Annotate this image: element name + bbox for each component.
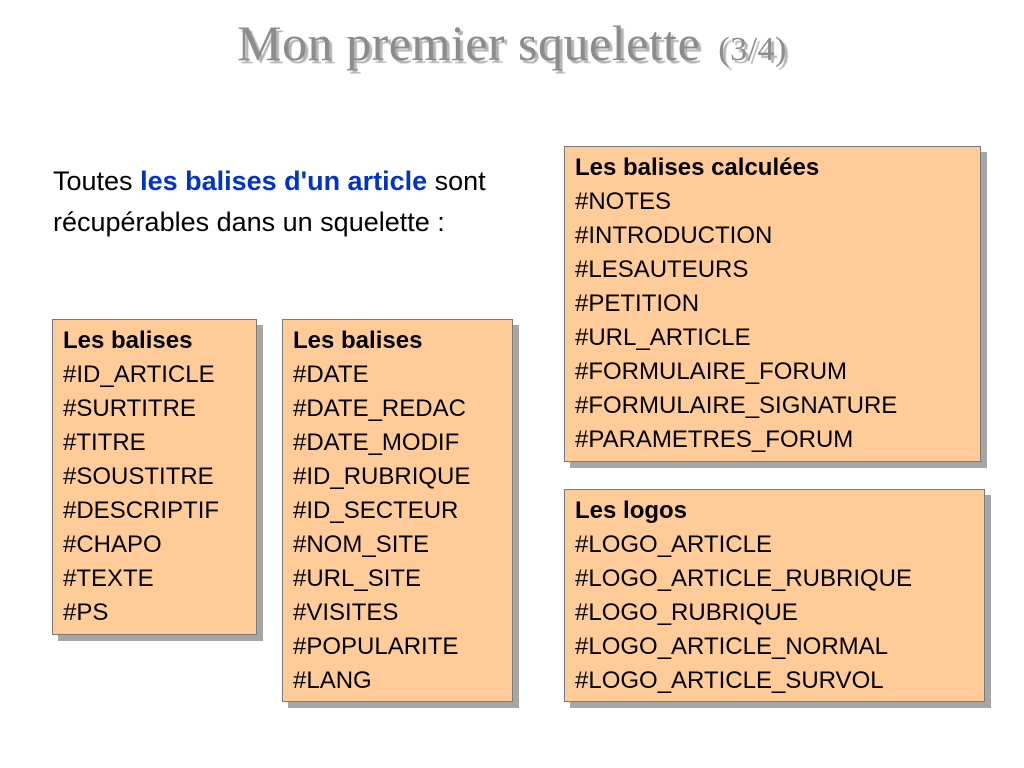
tag-item: #SOUSTITRE bbox=[63, 463, 214, 490]
tag-item: #NOM_SITE bbox=[293, 531, 430, 558]
tag-item: #TEXTE bbox=[63, 565, 154, 592]
tag-item: #PETITION bbox=[575, 290, 700, 317]
logos-tags-box bbox=[564, 489, 985, 702]
calculated-tags-box bbox=[564, 146, 981, 462]
tag-item: #LOGO_ARTICLE bbox=[575, 531, 772, 558]
intro-paragraph bbox=[53, 161, 553, 243]
intro-text-before: Toutes bbox=[53, 166, 141, 196]
tag-item: #FORMULAIRE_FORUM bbox=[575, 358, 848, 385]
tag-item: #LOGO_ARTICLE_RUBRIQUE bbox=[575, 565, 912, 592]
tag-item: #LOGO_ARTICLE_SURVOL bbox=[575, 667, 884, 694]
tag-item: #DATE bbox=[293, 361, 369, 388]
tag-item: #NOTES bbox=[575, 188, 672, 215]
tag-item: #SURTITRE bbox=[63, 395, 196, 422]
tag-item: #URL_SITE bbox=[293, 565, 422, 592]
date-tags-box bbox=[282, 319, 513, 702]
tag-item: #LOGO_ARTICLE_NORMAL bbox=[575, 633, 888, 660]
tag-item: #VISITES bbox=[293, 599, 399, 626]
tag-item: #ID_SECTEUR bbox=[293, 497, 459, 524]
tag-item: #LOGO_RUBRIQUE bbox=[575, 599, 798, 626]
tag-item: #DESCRIPTIF bbox=[63, 497, 220, 524]
tag-item: #TITRE bbox=[63, 429, 146, 456]
tag-item: #PS bbox=[63, 599, 109, 626]
tag-item: #FORMULAIRE_SIGNATURE bbox=[575, 392, 898, 419]
tag-item: #URL_ARTICLE bbox=[575, 324, 751, 351]
box-heading: Les balises calculées bbox=[575, 154, 820, 181]
box-heading: Les balises bbox=[293, 327, 423, 354]
slide-title bbox=[0, 14, 1024, 72]
tag-item: #ID_ARTICLE bbox=[63, 361, 215, 388]
tag-item: #CHAPO bbox=[63, 531, 162, 558]
slide-title-text: Mon premier squelette bbox=[237, 15, 701, 71]
tag-item: #INTRODUCTION bbox=[575, 222, 773, 249]
tag-item: #PARAMETRES_FORUM bbox=[575, 426, 854, 453]
box-heading: Les balises bbox=[63, 327, 193, 354]
intro-highlight: les balises d'un article bbox=[140, 166, 428, 196]
intro-text-after: sont récupérables dans un squelette : bbox=[53, 166, 486, 237]
box-heading: Les logos bbox=[575, 497, 688, 524]
slide-page-indicator: (3/4) bbox=[718, 31, 787, 68]
tag-item: #DATE_MODIF bbox=[293, 429, 460, 456]
tag-item: #LESAUTEURS bbox=[575, 256, 749, 283]
tag-item: #DATE_REDAC bbox=[293, 395, 466, 422]
article-tags-box bbox=[52, 319, 257, 635]
tag-item: #LANG bbox=[293, 667, 372, 694]
tag-item: #POPULARITE bbox=[293, 633, 459, 660]
tag-item: #ID_RUBRIQUE bbox=[293, 463, 471, 490]
